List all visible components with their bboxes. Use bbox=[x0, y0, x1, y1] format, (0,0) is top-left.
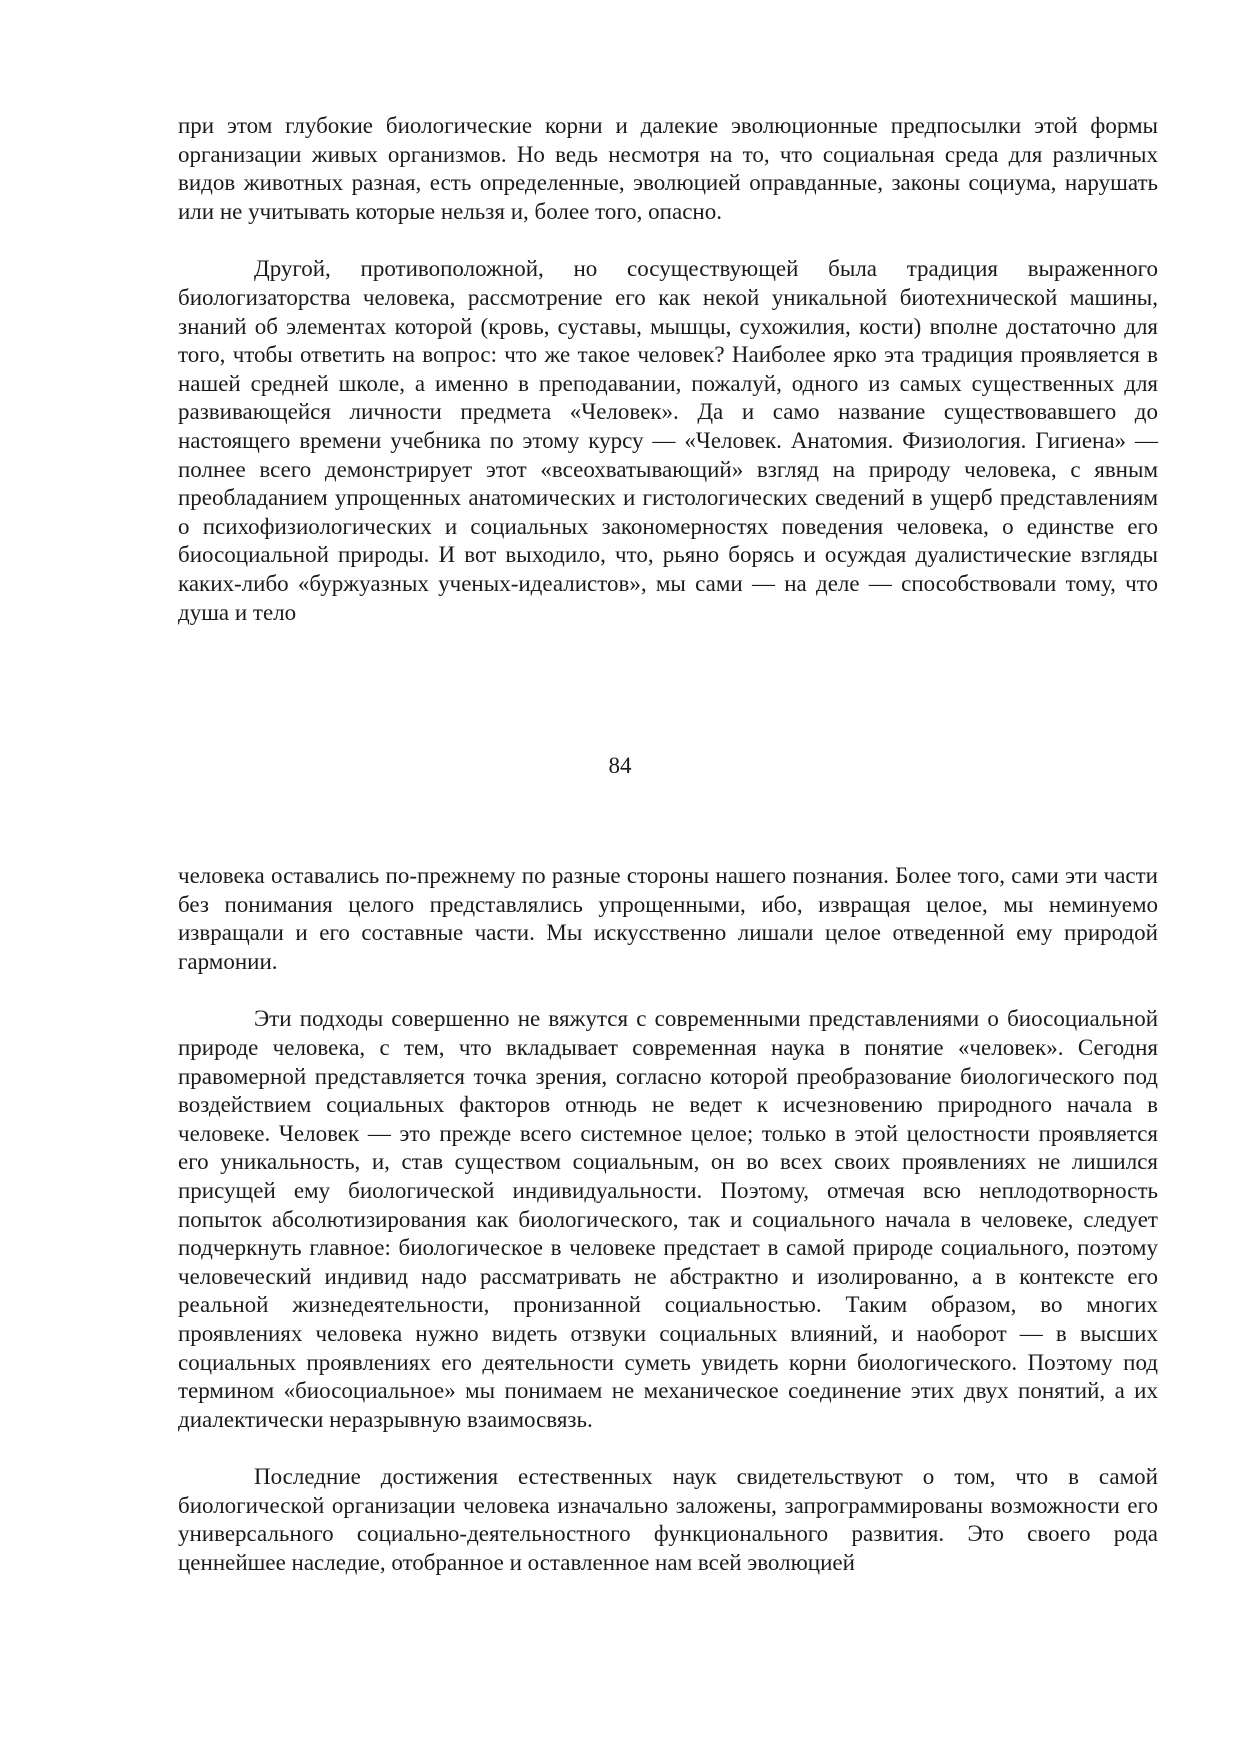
bottom-text-block bbox=[178, 862, 1158, 1578]
top-text-block bbox=[178, 112, 1158, 627]
paragraph-bottom-2: Эти подходы совершенно не вяжутся с современными представлениями о биосоциальной природе человека, с тем, что вкладывает современная наука в понятие «человек». Сегодня правомерной представляется точка зрения, согласно которой преобразование биологического под воздействием социальных факторов отнюдь не ведет к исчезновению природного начала в человеке. Человек — это прежде всего системное целое; только в этой целостности проявляется его уникальность, и, став существом социальным, он во всех своих проявлениях не лишился присущей ему биологической индивидуальности. Поэтому, отмечая всю неплодотворность попыток абсолютизирования как биологического, так и социального начала в человеке, следует подчеркнуть главное: биологическое в человеке предстает в самой природе социального, поэтому человеческий индивид надо рассматривать не абстрактно и изолированно, а в контексте его реальной жизнедеятельности, пронизанной социальностью. Таким образом, во многих проявлениях человека нужно видеть отзвуки социальных влияний, и наоборот — в высших социальных проявлениях его деятельности суметь увидеть корни биологического. Поэтому под термином «биосоциальное» мы понимаем не механическое соединение этих двух понятий, а их диалектически неразрывную взаимосвязь. bbox=[178, 1006, 1158, 1432]
paragraph-bottom-1: человека оставались по-прежнему по разные стороны нашего познания. Более того, сами эти части без понимания целого представлялись упрощенными, ибо, извращая целое, мы неминуемо извращали и его составные части. Мы искусственно лишали целое отведенной ему природой гармонии. bbox=[178, 863, 1158, 974]
paragraph-bottom-3: Последние достижения естественных наук свидетельствуют о том, что в самой биологической организации человека изначально заложены, запрограммированы возможности его универсального социально-деятельностного функционального развития. Это своего рода ценнейшее наследие, отобранное и оставленное нам всей эволюцией bbox=[178, 1464, 1158, 1576]
page-number: 84 bbox=[608, 753, 632, 778]
paragraph-top-1: при этом глубокие биологические корни и далекие эволюционные предпосылки этой формы организации живых организмов. Но ведь несмотря на то, что социальная среда для различных видов животных разная, есть определенные, эволюцией оправданные, законы социума, нарушать или не учитывать которые нельзя и, более того, опасно. bbox=[178, 113, 1158, 224]
paragraph-top-2: Другой, противоположной, но сосуществующей была традиция выраженного биологизаторства человека, рассмотрение его как некой уникальной биотехнической машины, знаний об элементах которой (кровь, суставы, мышцы, сухожилия, кости) вполне достаточно для того, чтобы ответить на вопрос: что же такое человек? Наиболее ярко эта традиция проявляется в нашей средней школе, а именно в преподавании, пожалуй, одного из самых существенных для развивающейся личности предмета «Человек». Да и само название существовавшего до настоящего времени учебника по этому курсу — «Человек. Анатомия. Физиология. Гигиена» — полнее всего демонстрирует этот «всеохватывающий» взгляд на природу человека, с явным преобладанием упрощенных анатомических и гистологических сведений в ущерб представлениям о психофизиологических и социальных закономерностях поведения человека, о единстве его биосоциальной природы. И вот выходило, что, рьяно борясь и осуждая дуалистические взгляды каких-либо «буржуазных ученых-идеалистов», мы сами — на деле — способствовали тому, что душа и тело bbox=[178, 256, 1158, 625]
